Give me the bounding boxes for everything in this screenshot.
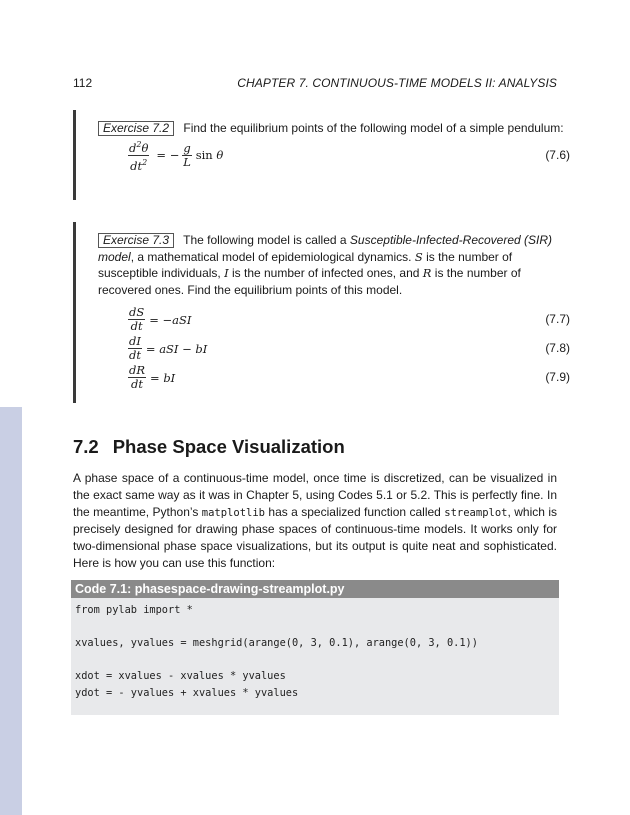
exercise-text-part: is the number of infected ones, and xyxy=(231,266,420,280)
equation-number: (7.9) xyxy=(545,370,570,384)
equation-number: (7.7) xyxy=(545,312,570,326)
page-header xyxy=(73,76,557,92)
fraction: $\frac{dS}{dt}$ xyxy=(129,305,145,333)
fraction: $\frac{dR}{dt}$ xyxy=(129,363,146,391)
paragraph-text: A phase space of a continuous-time model, once time is discretized, can be visualized in the exact same way as it was in Chapter 5, using Codes 5.1 or 5.2. This is perfectly fine. In the meantime, Python’s xyxy=(73,471,557,519)
page-number: 112 xyxy=(73,76,93,90)
code-line: xvalues, yvalues = meshgrid(arange(0, 3, 0.1), arange(0, 3, 0.1)) xyxy=(75,637,478,650)
code-listing xyxy=(71,580,559,715)
exercise-text-part: is the number of recovered ones. Find the equilibrium points of this model. xyxy=(98,266,521,297)
equation-7-6 xyxy=(98,139,570,173)
equation-number: (7.6) xyxy=(545,147,570,162)
code-line: xdot = xvalues - xvalues * yvalues xyxy=(75,670,286,683)
equation-7-9 xyxy=(98,363,570,392)
equation-body xyxy=(128,305,191,334)
var-i: I xyxy=(224,266,229,280)
exercise-7-3 xyxy=(73,222,570,403)
equation-rhs: = −aSI xyxy=(149,312,192,327)
inline-code: streamplot xyxy=(444,506,508,519)
paragraph-text: has a specialized function called xyxy=(268,504,441,519)
equation-rhs: = aSI − bI xyxy=(145,341,208,356)
exercise-7-2 xyxy=(73,110,570,200)
equation-7-7 xyxy=(98,305,570,334)
exercise-text-part: The following model is called a xyxy=(183,233,347,247)
equation-number: (7.8) xyxy=(545,341,570,355)
section-title xyxy=(73,436,345,458)
fraction: $\frac{dI}{dt}$ xyxy=(128,334,141,362)
paragraph-text: , which is precisely designed for drawing phase spaces of continuous-time models. It works only for two-dimensional phase space visualizations, but its output is quite neat and sophisticated. Here is how you can use this function: xyxy=(73,504,557,570)
equation-body xyxy=(128,334,207,363)
code-line xyxy=(75,619,559,636)
equation-body: $\frac{d^2\theta}{dt^2}$ = − $\frac{g}{L}$ sin θ xyxy=(129,139,224,173)
var-r: R xyxy=(422,266,432,280)
model-name: Susceptible-Infected-Recovered (SIR) model xyxy=(98,233,553,264)
code-line: from pylab import * xyxy=(75,604,193,616)
exercise-text xyxy=(98,232,570,298)
equation-rhs: = bI xyxy=(150,370,176,385)
inline-code: matplotlib xyxy=(201,506,265,519)
side-tab xyxy=(0,407,22,815)
equation-body xyxy=(128,363,175,392)
equation-7-8 xyxy=(98,334,570,363)
exercise-body: Find the equilibrium points of the following model of a simple pendulum: xyxy=(183,121,564,135)
exercise-label: Exercise 7.2 xyxy=(98,121,174,136)
section-heading: Phase Space Visualization xyxy=(112,436,345,457)
code-line: ydot = - yvalues + xvalues * yvalues xyxy=(75,686,299,699)
code-body xyxy=(71,598,559,702)
code-line xyxy=(75,652,559,669)
section-number: 7.2 xyxy=(73,436,99,457)
exercise-text xyxy=(98,120,570,137)
equation-group xyxy=(98,305,570,392)
code-title: Code 7.1: phasespace-drawing-streamplot.py xyxy=(71,580,559,598)
fraction: $\frac{g}{L}$ xyxy=(183,140,191,169)
exercise-text-part: , a mathematical model of epidemiological dynamics. xyxy=(130,249,412,264)
var-s: S xyxy=(414,249,423,264)
fraction: $\frac{d^2\theta}{dt^2}$ xyxy=(129,139,149,173)
exercise-label: Exercise 7.3 xyxy=(98,233,174,248)
chapter-title: CHAPTER 7. CONTINUOUS-TIME MODELS II: ANALYSIS xyxy=(237,76,557,90)
exercise-text-part: is the number of susceptible individuals, xyxy=(98,249,513,280)
body-paragraph xyxy=(73,470,557,572)
